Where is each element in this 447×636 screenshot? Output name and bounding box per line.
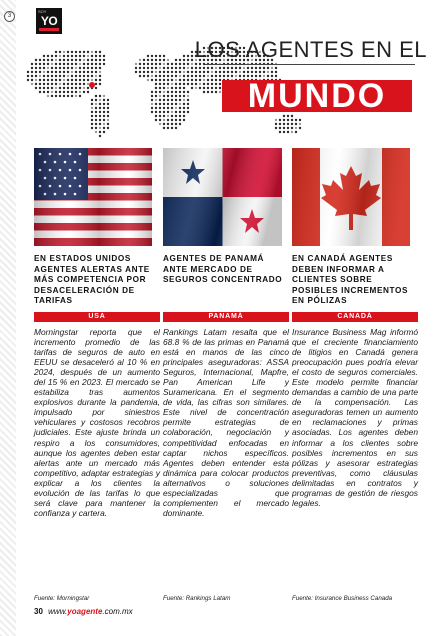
page-number: 30 bbox=[34, 607, 43, 616]
footer-url[interactable] bbox=[48, 607, 132, 616]
article-column-usa bbox=[34, 254, 160, 518]
article-heading: EN ESTADOS UNIDOS AGENTES ALERTAS ANTE MÁS COMPETENCIA POR DESACELERACIÓN DE TARIFAS bbox=[34, 254, 150, 305]
canada-flag-image bbox=[292, 148, 410, 246]
country-tag: USA bbox=[34, 312, 160, 322]
usa-flag-image bbox=[34, 148, 152, 246]
logo-bar bbox=[39, 28, 59, 31]
article-body: Insurance Business Mag informó que el creciente financiamiento de litigios en Canadá genera preocupación pues podría elevar el costo de seguros comerciales. Este modelo permite financiar demandas a cambio de una parte de la compensación. Las aseguradoras temen un aumento en reclamaciones y primas asociadas. Los agentes deben informar a los clientes sobre posibles incrementos en sus pólizas y asesorar estrategias preventivas, como cláusulas delimitadas en contratos y programas de gestión de riesgos legales. bbox=[292, 327, 418, 508]
left-margin-stripe bbox=[0, 0, 16, 636]
url-suffix: .com.mx bbox=[102, 607, 133, 616]
article-body: Morningstar reporta que el incremento promedio de las tarifas de seguros de auto en EEUU se desaceleró al 10 % en 2024, después de un aumento del 15 % en 2023. El mercado se estabiliza tras aumentos explosivos durante la pandemia, impulsado por siniestros vehiculares y costosos recobros judiciales. Este ajuste brinda un respiro a los consumidores, aunque los agentes deben estar alertas ante un mercado más competitivo, adaptar estrategias y explicar a los clientes la evolución de las tarifas lo que será clave para mantener la confianza y cartera. bbox=[34, 327, 160, 518]
map-pin-icon bbox=[89, 82, 95, 88]
article-column-panama bbox=[163, 254, 289, 518]
magazine-logo bbox=[36, 8, 62, 34]
page-title-line1: LOS AGENTES EN EL bbox=[194, 37, 427, 62]
source-note-panama: Fuente: Rankings Latam bbox=[163, 595, 231, 602]
page-title-line2: MUNDO bbox=[222, 80, 412, 112]
url-prefix: www. bbox=[48, 607, 68, 616]
page-marker: 3 bbox=[4, 11, 15, 22]
logo-sup: SOY bbox=[38, 9, 47, 14]
country-tag: CANADÁ bbox=[292, 312, 418, 322]
panama-flag-image bbox=[163, 148, 282, 246]
article-heading: AGENTES DE PANAMÁ ANTE MERCADO DE SEGUROS CONCENTRADO bbox=[163, 254, 283, 284]
source-note-canada: Fuente: Insurance Business Canada bbox=[292, 595, 393, 602]
page-footer bbox=[34, 607, 133, 616]
article-heading: EN CANADÁ AGENTES DEBEN INFORMAR A CLIENTES SOBRE POSIBLES INCREMENTOS EN PÓLIZAS bbox=[292, 254, 409, 305]
title-rule bbox=[205, 64, 415, 65]
logo-main: YO bbox=[40, 14, 58, 28]
article-column-canada bbox=[292, 254, 418, 508]
url-brand: yoagente bbox=[67, 607, 103, 616]
source-note-usa: Fuente: Morningstar bbox=[34, 595, 90, 602]
country-tag: PANAMÁ bbox=[163, 312, 289, 322]
article-body: Rankings Latam resalta que el 68.8 % de las primas en Panamá está en manos de las cinco principales aseguradoras: ASSA Seguros, Internacional, Mapfre, Pan American Life y Suramericana. En el segmento de vida, las cifras son similares. Este nivel de concentración permite estrategias de colaboración, negociación y competitividad enfocadas en captar nichos específicos. Agentes deben entender esta dinámica para colocar productos alternativos o soluciones especializadas que complementen el mercado dominante. bbox=[163, 327, 289, 518]
